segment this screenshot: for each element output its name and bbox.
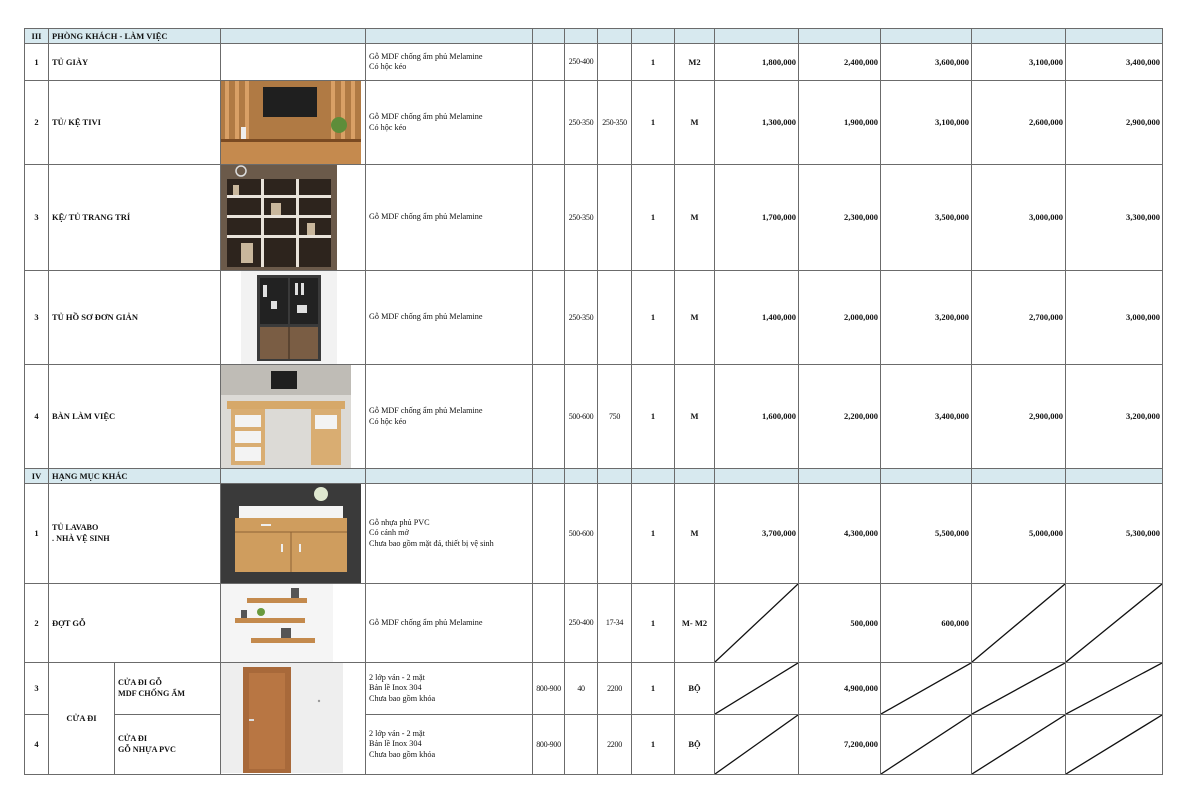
cell-code: IV xyxy=(25,469,49,484)
table-row xyxy=(25,81,1163,165)
table-cell xyxy=(221,29,366,44)
table-row xyxy=(25,271,1163,365)
table-cell xyxy=(881,29,972,44)
cell-p3: 3,500,000 xyxy=(881,165,972,271)
table-cell xyxy=(533,29,565,44)
diagonal-slash xyxy=(715,663,798,714)
cell-desc: Gỗ MDF chống ẩm phủ Melamine Có hộc kéo xyxy=(366,44,533,81)
cell-d1 xyxy=(533,484,565,584)
cell-desc: Gỗ nhựa phủ PVC Có cánh mở Chưa bao gồm mặt đá, thiết bị vệ sinh xyxy=(366,484,533,584)
cell-qty: 1 xyxy=(632,365,675,469)
cell-name: TỦ/ KỆ TIVI xyxy=(49,81,221,165)
diagonal-slash xyxy=(972,715,1065,774)
cell-unit: M2 xyxy=(675,44,715,81)
door-image xyxy=(221,663,366,775)
cell-desc: Gỗ MDF chống ẩm phủ Melamine xyxy=(366,584,533,663)
table-cell xyxy=(1066,29,1163,44)
cell-p5: 5,300,000 xyxy=(1066,484,1163,584)
cell-d2: 500-600 xyxy=(565,484,598,584)
cell-unit: M- M2 xyxy=(675,584,715,663)
section-title: PHÒNG KHÁCH - LÀM VIỆC xyxy=(49,29,221,44)
cell-unit: M xyxy=(675,81,715,165)
cell-p5: 3,400,000 xyxy=(1066,44,1163,81)
cell-d2: 250-400 xyxy=(565,44,598,81)
cell-no: 2 xyxy=(25,584,49,663)
cell-p2: 2,000,000 xyxy=(799,271,881,365)
diagonal-slash xyxy=(715,584,798,662)
price-not-applicable xyxy=(715,715,799,775)
cell-qty: 1 xyxy=(632,715,675,775)
cell-p1: 1,400,000 xyxy=(715,271,799,365)
section-header-iii xyxy=(25,29,1163,44)
cell-d2: 250-350 xyxy=(565,165,598,271)
cell-d1: 800-900 xyxy=(533,663,565,715)
cell-no: 3 xyxy=(25,165,49,271)
diagonal-slash xyxy=(715,715,798,774)
price-not-applicable xyxy=(1066,715,1163,775)
cell-name: KỆ/ TỦ TRANG TRÍ xyxy=(49,165,221,271)
table-cell xyxy=(972,469,1066,484)
desk-image xyxy=(221,365,366,469)
cell-d1 xyxy=(533,81,565,165)
diagonal-slash xyxy=(1066,715,1162,774)
table-cell xyxy=(632,29,675,44)
cell-qty: 1 xyxy=(632,663,675,715)
table-cell xyxy=(715,469,799,484)
cell-qty: 1 xyxy=(632,165,675,271)
price-not-applicable xyxy=(715,663,799,715)
price-not-applicable xyxy=(972,663,1066,715)
cell-d2: 250-350 xyxy=(565,81,598,165)
cell-p1: 3,700,000 xyxy=(715,484,799,584)
cell-p3: 3,400,000 xyxy=(881,365,972,469)
price-not-applicable xyxy=(972,584,1066,663)
cell-name: TỦ GIÀY xyxy=(49,44,221,81)
cell-desc: Gỗ MDF chống ẩm phủ Melamine xyxy=(366,271,533,365)
section-title: HẠNG MỤC KHÁC xyxy=(49,469,221,484)
cell-desc: 2 lớp ván - 2 mặt Bản lề Inox 304 Chưa bao gồm khóa xyxy=(366,663,533,715)
cell-name: BÀN LÀM VIỆC xyxy=(49,365,221,469)
table-row xyxy=(25,715,1163,775)
cell-no: 3 xyxy=(25,271,49,365)
wall-shelf-image xyxy=(221,584,366,663)
cell-unit: BỘ xyxy=(675,663,715,715)
cell-p3: 3,100,000 xyxy=(881,81,972,165)
table-cell xyxy=(366,469,533,484)
cell-p4: 2,600,000 xyxy=(972,81,1066,165)
table-cell xyxy=(675,29,715,44)
cell-qty: 1 xyxy=(632,584,675,663)
cell-p4: 5,000,000 xyxy=(972,484,1066,584)
cell-p4: 2,700,000 xyxy=(972,271,1066,365)
cell-desc: Gỗ MDF chống ẩm phủ Melamine Có hộc kéo xyxy=(366,81,533,165)
tv-cabinet-image xyxy=(221,81,366,165)
cell-d3: 2200 xyxy=(598,715,632,775)
table-cell xyxy=(221,469,366,484)
table-cell xyxy=(565,29,598,44)
table-cell xyxy=(533,469,565,484)
cell-d2: 250-400 xyxy=(565,584,598,663)
cell-p2: 500,000 xyxy=(799,584,881,663)
cell-p1: 1,300,000 xyxy=(715,81,799,165)
cell-p3: 600,000 xyxy=(881,584,972,663)
cell-p2: 1,900,000 xyxy=(799,81,881,165)
cell-d3 xyxy=(598,44,632,81)
cell-desc: Gỗ MDF chống ẩm phủ Melamine Có hộc kéo xyxy=(366,365,533,469)
price-not-applicable xyxy=(881,715,972,775)
diagonal-slash xyxy=(1066,584,1162,662)
cell-no: 1 xyxy=(25,44,49,81)
cell-p5: 3,300,000 xyxy=(1066,165,1163,271)
table-row xyxy=(25,165,1163,271)
cell-name: TỦ LAVABO . NHÀ VỆ SINH xyxy=(49,484,221,584)
product-image-empty xyxy=(221,44,366,81)
table-row xyxy=(25,44,1163,81)
cell-p4: 3,000,000 xyxy=(972,165,1066,271)
section-header-iv xyxy=(25,469,1163,484)
cell-no: 4 xyxy=(25,365,49,469)
cell-d2 xyxy=(565,715,598,775)
cell-unit: BỘ xyxy=(675,715,715,775)
price-not-applicable xyxy=(715,584,799,663)
table-cell xyxy=(366,29,533,44)
cell-qty: 1 xyxy=(632,44,675,81)
cell-d3 xyxy=(598,165,632,271)
table-row xyxy=(25,484,1163,584)
cell-p4: 3,100,000 xyxy=(972,44,1066,81)
diagonal-slash xyxy=(1066,663,1162,714)
cell-d1: 800-900 xyxy=(533,715,565,775)
cell-d3: 750 xyxy=(598,365,632,469)
cell-qty: 1 xyxy=(632,81,675,165)
cell-p5: 3,200,000 xyxy=(1066,365,1163,469)
table-cell xyxy=(598,469,632,484)
cell-p1: 1,800,000 xyxy=(715,44,799,81)
cell-no: 1 xyxy=(25,484,49,584)
table-row xyxy=(25,663,1163,715)
cell-name: ĐỢT GỖ xyxy=(49,584,221,663)
cell-p5: 2,900,000 xyxy=(1066,81,1163,165)
table-cell xyxy=(632,469,675,484)
cell-p2: 4,300,000 xyxy=(799,484,881,584)
cell-d3: 17-34 xyxy=(598,584,632,663)
cell-no: 4 xyxy=(25,715,49,775)
cell-no: 2 xyxy=(25,81,49,165)
cell-p5: 3,000,000 xyxy=(1066,271,1163,365)
table-row xyxy=(25,365,1163,469)
table-cell xyxy=(675,469,715,484)
cell-p2: 4,900,000 xyxy=(799,663,881,715)
diagonal-slash xyxy=(881,663,971,714)
file-cabinet-image xyxy=(221,271,366,365)
cell-d2: 40 xyxy=(565,663,598,715)
cell-p4: 2,900,000 xyxy=(972,365,1066,469)
table-cell xyxy=(799,29,881,44)
table-cell xyxy=(799,469,881,484)
display-shelf-image xyxy=(221,165,366,271)
cell-d3: 2200 xyxy=(598,663,632,715)
cell-unit: M xyxy=(675,365,715,469)
price-table xyxy=(24,28,1163,775)
cell-d3: 250-350 xyxy=(598,81,632,165)
cell-unit: M xyxy=(675,271,715,365)
cell-d1 xyxy=(533,165,565,271)
table-cell xyxy=(881,469,972,484)
cell-d1 xyxy=(533,365,565,469)
cell-unit: M xyxy=(675,165,715,271)
price-not-applicable xyxy=(1066,584,1163,663)
lavabo-cabinet-image xyxy=(221,484,366,584)
table-cell xyxy=(1066,469,1163,484)
price-not-applicable xyxy=(1066,663,1163,715)
cell-name: TỦ HỒ SƠ ĐƠN GIẢN xyxy=(49,271,221,365)
cell-d2: 500-600 xyxy=(565,365,598,469)
diagonal-slash xyxy=(972,584,1065,662)
cell-d1 xyxy=(533,271,565,365)
cell-desc: 2 lớp ván - 2 mặt Bản lề Inox 304 Chưa bao gồm khóa xyxy=(366,715,533,775)
table-cell xyxy=(565,469,598,484)
table-cell xyxy=(715,29,799,44)
cell-p2: 2,200,000 xyxy=(799,365,881,469)
cell-d3 xyxy=(598,484,632,584)
cell-d1 xyxy=(533,584,565,663)
cell-no: 3 xyxy=(25,663,49,715)
cell-qty: 1 xyxy=(632,271,675,365)
cell-p1: 1,700,000 xyxy=(715,165,799,271)
cell-name: CỬA ĐI GỖ NHỰA PVC xyxy=(115,715,221,775)
price-not-applicable xyxy=(972,715,1066,775)
table-cell xyxy=(598,29,632,44)
cell-p3: 5,500,000 xyxy=(881,484,972,584)
door-group-label: CỬA ĐI xyxy=(49,663,115,775)
diagonal-slash xyxy=(972,663,1065,714)
table-cell xyxy=(972,29,1066,44)
cell-desc: Gỗ MDF chống ẩm phủ Melamine xyxy=(366,165,533,271)
cell-d2: 250-350 xyxy=(565,271,598,365)
cell-name: CỬA ĐI GỖ MDF CHỐNG ẨM xyxy=(115,663,221,715)
cell-p2: 7,200,000 xyxy=(799,715,881,775)
cell-p2: 2,400,000 xyxy=(799,44,881,81)
cell-qty: 1 xyxy=(632,484,675,584)
cell-d3 xyxy=(598,271,632,365)
table-row xyxy=(25,584,1163,663)
cell-unit: M xyxy=(675,484,715,584)
price-not-applicable xyxy=(881,663,972,715)
cell-p1: 1,600,000 xyxy=(715,365,799,469)
diagonal-slash xyxy=(881,715,971,774)
cell-d1 xyxy=(533,44,565,81)
cell-code: III xyxy=(25,29,49,44)
cell-p3: 3,600,000 xyxy=(881,44,972,81)
cell-p3: 3,200,000 xyxy=(881,271,972,365)
cell-p2: 2,300,000 xyxy=(799,165,881,271)
